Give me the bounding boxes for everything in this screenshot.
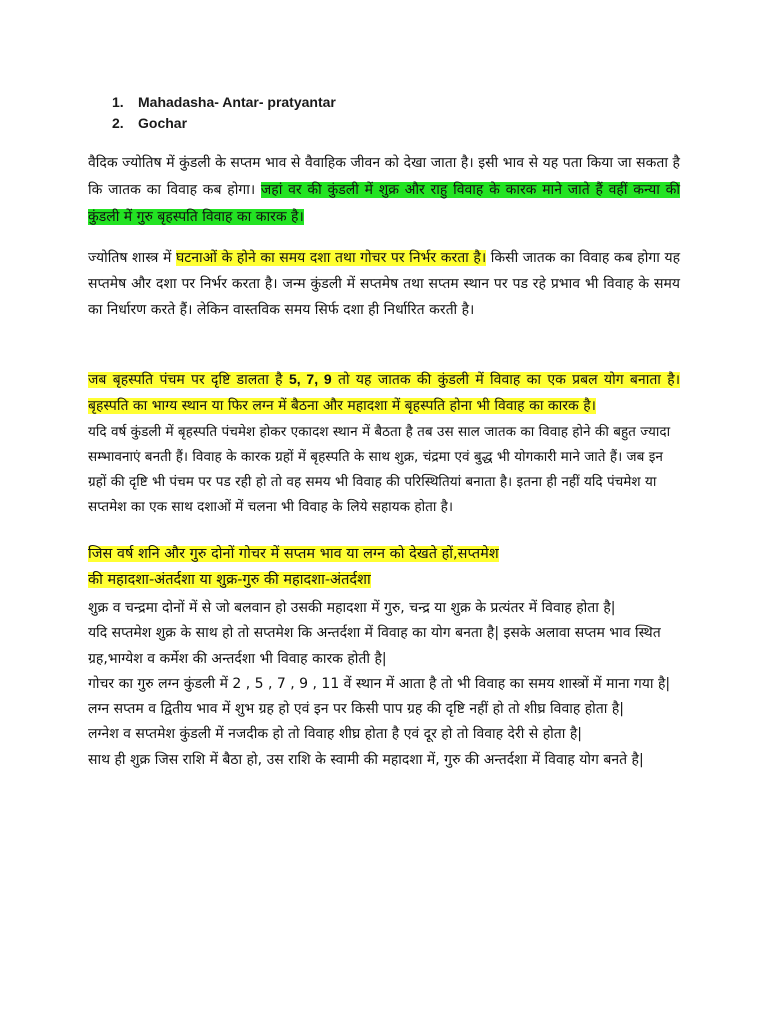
- rule-text: लग्नेश व सप्तमेश कुंडली में नजदीक हो तो विवाह शीघ्र होता है एवं दूर हो तो विवाह देरी से होता है|: [88, 726, 582, 743]
- paragraph-jupiter: [88, 367, 680, 419]
- list-item-text: Mahadasha- Antar- pratyantar: [138, 94, 336, 110]
- highlighted-text: घटनाओं के होने का समय दशा तथा गोचर पर निर्भर करता है।: [175, 250, 487, 266]
- list-item-text: Gochar: [138, 115, 188, 131]
- numbered-list: [112, 92, 336, 134]
- rule-text: साथ ही शुक्र जिस राशि में बैठा हो, उस राशि के स्वामी की महादशा में, गुरु की अन्तर्दशा में विवाह योग बनते है|: [88, 751, 644, 768]
- list-item: 2. Gochar: [112, 115, 188, 131]
- highlighted-text: जहां वर की कुंडली में शुक्र और राहु विवाह के कारक माने जाते हैं वहीं कन्या की कुंडली में गुरु बृहस्पति विवाह का कारक है।: [88, 182, 680, 225]
- highlighted-text: जब बृहस्पति पंचम पर दृष्टि डालता है 5, 7, 9 तो यह जातक की कुंडली में विवाह का एक प्रबल योग बनाता है। बृहस्पति का भाग्य स्थान या फिर लग्न में बैठना और महादशा में बृहस्पति होना भी विवाह का कारक है।: [88, 371, 680, 414]
- rule-text: शुक्र व चन्द्रमा दोनों में से जो बलवान हो उसकी महादशा में गुरु, चन्द्र या शुक्र के प्रत्यंतर में विवाह होता है|: [88, 600, 616, 616]
- paragraph-timing: ज्योतिष शास्त्र में घटनाओं के होने का समय दशा तथा गोचर पर निर्भर करता है। किसी जातक का विवाह कब होगा यह सप्तमेष और दशा पर निर्भर करता है। जन्म कुंडली में सप्तमेष तथा सप्तम स्थान पर पड रहे प्रभाव भी विवाह के समय का निर्धारण करते हैं। लेकिन वास्तविक समय सिर्फ दशा ही निर्धारित करती है।: [88, 250, 681, 318]
- paragraph-intro: वैदिक ज्योतिष में कुंडली के सप्तम भाव से वैवाहिक जीवन को देखा जाता है। इसी भाव से यह पता किया जा सकता है कि जातक का विवाह कब होगा। जहां वर की कुंडली में शुक्र और राहु विवाह के कारक माने जाते हैं वहीं कन्या की कुंडली में गुरु बृहस्पति विवाह का कारक है।: [88, 155, 680, 225]
- highlighted-text: जिस वर्ष शनि और गुरु दोनों गोचर में सप्तम भाव या लग्न को देखते हों,सप्तमेश: [88, 546, 499, 562]
- rule-text: लग्न सप्तम व द्वितीय भाव में शुभ ग्रह हो एवं इन पर किसी पाप ग्रह की दृष्टि नहीं हो तो शीघ्र विवाह होता है|: [88, 701, 625, 718]
- rule-text: गोचर का गुरु लग्न कुंडली में 2 , 5 , 7 , 9 , 11 वें स्थान में आता है तो भी विवाह का समय शास्त्रों में माना गया है|: [88, 675, 671, 692]
- paragraph-saturn-jupiter: [88, 541, 680, 593]
- rule-text: यदि सप्तमेश शुक्र के साथ हो तो सप्तमेश कि अन्तर्दशा में विवाह का योग बनता है| इसके अलावा सप्तम भाव स्थित ग्रह,भाग्येश व कर्मेश की अन्तर्दशा भी विवाह कारक होती है|: [88, 625, 661, 667]
- paragraph-group-rules: [88, 596, 680, 773]
- list-item: 1. Mahadasha- Antar- pratyantar: [112, 94, 336, 110]
- paragraph-varsha-kundli: यदि वर्ष कुंडली में बृहस्पति पंचमेश होकर एकादश स्थान में बैठता है तब उस साल जातक का विवाह होने की बहुत ज्यादा सम्भावनाएं बनती हैं। विवाह के कारक ग्रहों में बृहस्पति के साथ शुक्र, चंद्रमा एवं बुद्ध भी योगकारी माने जाते हैं। जब इन ग्रहों की दृष्टि भी पंचम पर पड रही हो तो वह समय भी विवाह की परिस्थितियां बनाता है। इतना ही नहीं यदि पंचमेश या सप्तमेश का एक साथ दशाओं में चलना भी विवाह के लिये सहायक होता है।: [88, 424, 671, 515]
- highlighted-text: की महादशा-अंतर्दशा या शुक्र-गुरु की महादशा-अंतर्दशा: [88, 572, 371, 588]
